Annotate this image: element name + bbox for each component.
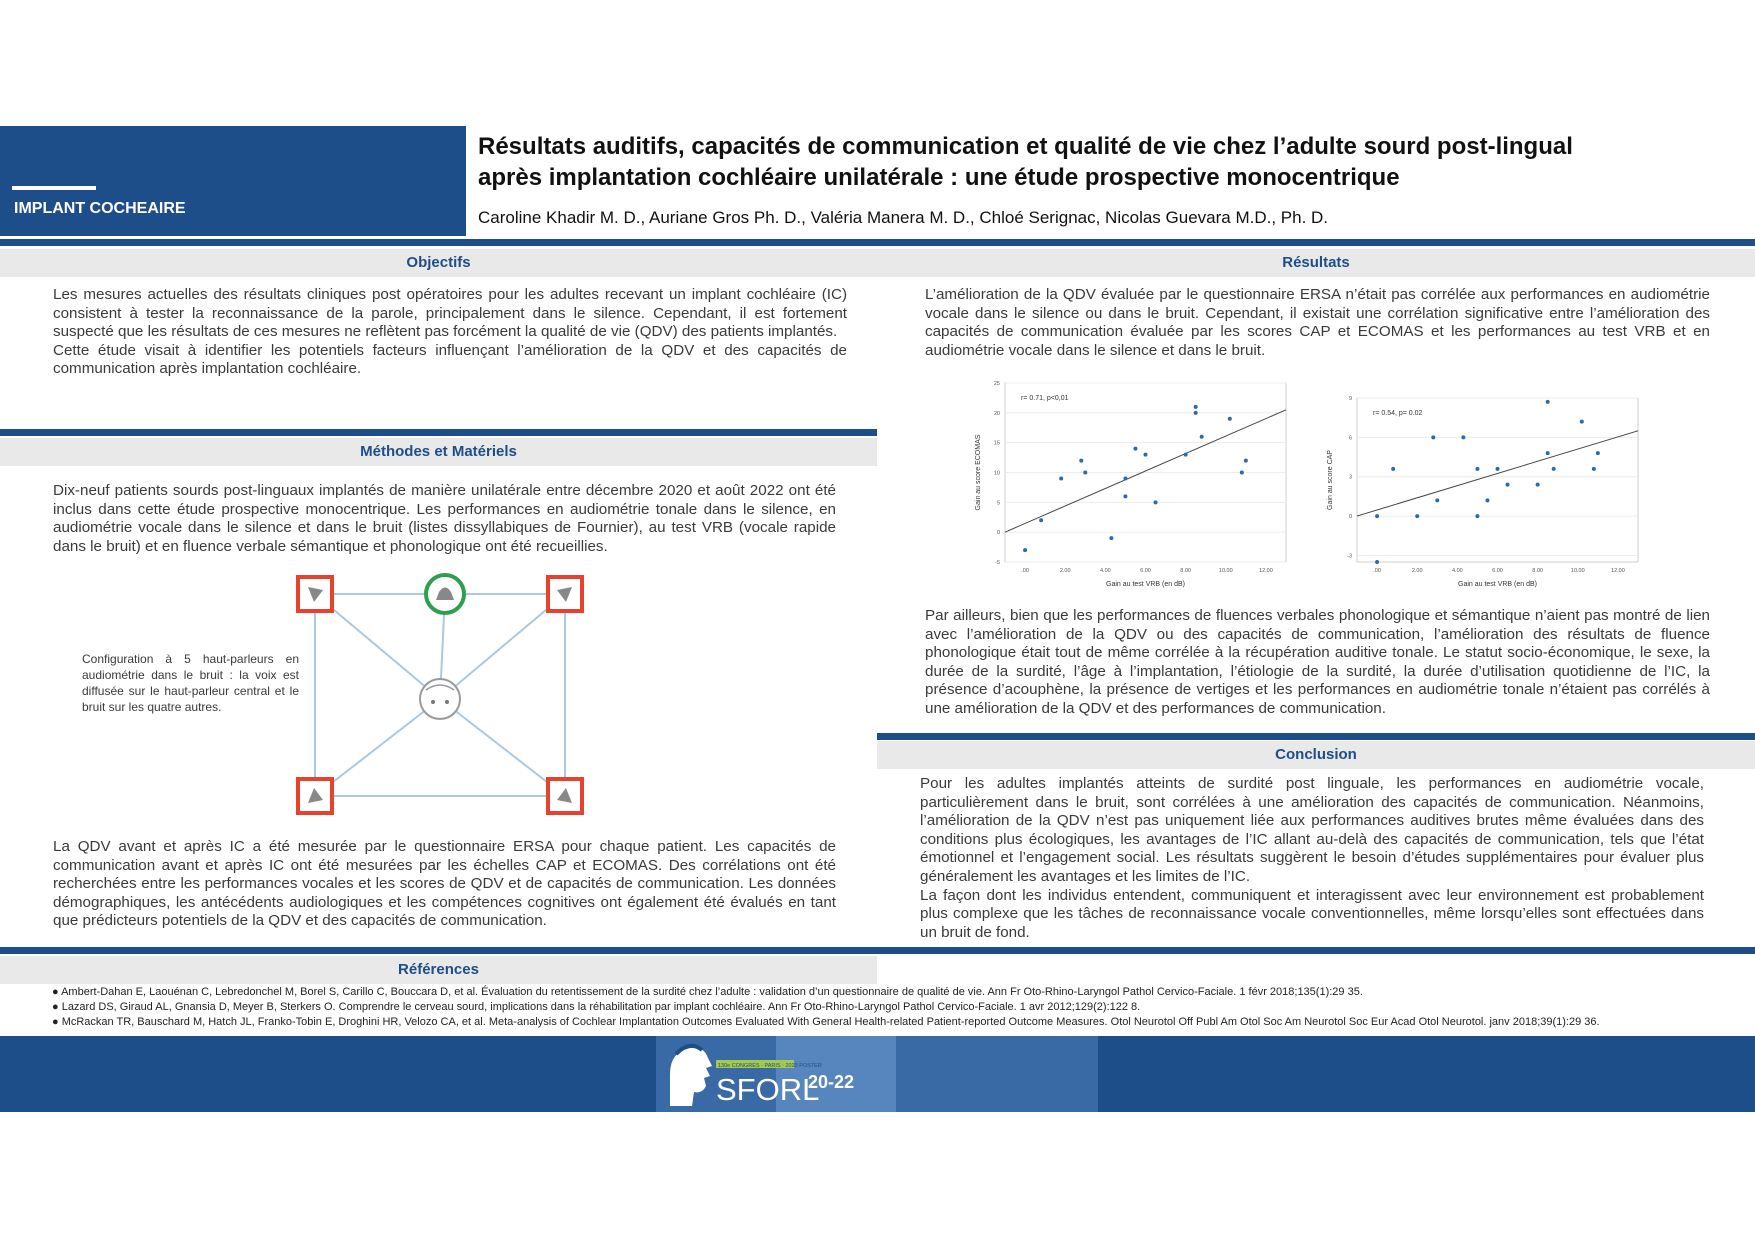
data-point bbox=[1154, 500, 1158, 504]
references-list bbox=[52, 985, 1732, 1030]
speaker-center-voice-icon bbox=[426, 575, 464, 613]
x-tick-label: 12.00 bbox=[1611, 568, 1625, 574]
data-point bbox=[1391, 467, 1395, 471]
data-point bbox=[1200, 435, 1204, 439]
data-point bbox=[1023, 548, 1027, 552]
data-point bbox=[1485, 498, 1489, 502]
y-tick-label: -3 bbox=[1347, 553, 1352, 560]
speaker-top-left-icon bbox=[298, 577, 332, 611]
sforl-logo-graphic bbox=[656, 1036, 1098, 1112]
title-line-1: Résultats auditifs, capacités de communication et qualité de vie chez l’adulte sourd post-lingual bbox=[478, 133, 1573, 160]
data-point bbox=[1580, 420, 1584, 424]
data-point bbox=[1375, 514, 1379, 518]
data-point bbox=[1184, 453, 1188, 457]
section-rule-methodes bbox=[0, 429, 877, 436]
conclusion-text bbox=[920, 775, 1704, 942]
data-point bbox=[1435, 498, 1439, 502]
data-point bbox=[1123, 476, 1127, 480]
data-point bbox=[1194, 411, 1198, 415]
correlation-annotation: r= 0.71, p<0,01 bbox=[1021, 395, 1069, 402]
y-tick-label: 9 bbox=[1348, 396, 1352, 402]
data-point bbox=[1475, 514, 1479, 518]
data-point bbox=[1083, 471, 1087, 475]
header-category-panel bbox=[0, 126, 466, 236]
y-tick-label: 0 bbox=[1348, 514, 1352, 521]
reference-item: ● Ambert-Dahan E, Laouénan C, Lebredonchel M, Borel S, Carillo C, Bouccara D, et al. Évaluation du retentissement de la surdité chez l’adulte : validation d’un questionnaire de qualité de vie. Ann Fr Oto-Rhino-Laryngol Pathol Cervico-Faciale. 1 févr 2018;135(1):29 35. bbox=[52, 986, 1363, 998]
data-point bbox=[1133, 447, 1137, 451]
section-heading-references: Références bbox=[0, 956, 877, 984]
header-rule bbox=[0, 239, 1755, 246]
y-tick-label: 25 bbox=[993, 381, 1000, 387]
conclusion-paragraph-1: Pour les adultes implantés atteints de surdité post linguale, les performances en audiométrie vocale, particulièrement dans le bruit, sont corrélées à une amélioration des capacités de communication. Néanmoins, l’amélioration de la QDV n’est pas uniquement liée aux performances auditives brutes même évaluées dans des conditions plus écologiques, les avantages de l’IC allant au-delà des capacités de communication, tels que l’état émotionnel et l’engagement social. Les résultats suggèrent le besoin d’études supplémentaires pour évaluer plus généralement les avantages et les limites de l’IC. bbox=[920, 775, 1704, 885]
objectifs-paragraph-2: Cette étude visait à identifier les potentiels facteurs influençant l’amélioration de la QDV et des capacités de communication après implantation cochléaire. bbox=[53, 341, 847, 378]
logo-dates: 20-22 bbox=[808, 1072, 855, 1092]
x-tick-label: 10.00 bbox=[1218, 568, 1233, 574]
figure-caption: Configuration à 5 haut-parleurs en audiométrie dans le bruit : la voix est diffusée sur le haut-parleur central et le bruit sur les quatre autres. bbox=[82, 652, 299, 714]
data-point bbox=[1375, 560, 1379, 564]
methodes-paragraph-1: Dix-neuf patients sourds post-linguaux implantés de manière unilatérale entre décembre 2020 et août 2022 ont été inclus dans cette étude prospective monocentrique. Les performances en audiométrie tonale dans le silence, en audiométrie vocale dans le silence et dans le bruit (listes dissyllabiques de Fournier), au test VRB (vocale rapide dans le bruit) et en fluence verbale sémantique et phonologique ont été recueillies. bbox=[53, 482, 836, 555]
methodes-paragraph-2: La QDV avant et après IC a été mesurée par le questionnaire ERSA pour chaque patient. Les capacités de communication avant et après IC ont été mesurées par les échelles CAP et ECOMAS. Des corrélations ont été recherchées entre les performances vocales et les scores de QDV et de capacités de communication. Les données démographiques, les antécédents audiologiques et les compétences cognitives ont également été évalués en tant que prédicteurs potentiels de la QDV et des capacités de communication. bbox=[53, 838, 836, 930]
plot-area bbox=[1357, 398, 1638, 562]
conclusion-paragraph-2: La façon dont les individus entendent, communiquent et interagissent avec leur environnement est probablement plus complexe que les tâches de reconnaissance vocale conventionnelles, même lorsqu’elles sont effectuées dans un bruit de fond. bbox=[920, 886, 1704, 941]
y-tick-label: 10 bbox=[993, 470, 1000, 477]
scatter-chart-ecomas bbox=[968, 375, 1298, 600]
reference-item: ● McRackan TR, Bauschard M, Hatch JL, Franko-Tobin E, Droghini HR, Velozo CA, et al. Meta-analysis of Cochlear Implantation Outcomes Evaluated With General Health-related Patient-reported Outcome Measures. Otol Neurotol Off Publ Am Otol Soc Am Neurotol Soc Eur Acad Otol Neurotol. janv 2018;39(1):29 36. bbox=[52, 1016, 1600, 1028]
x-tick-label: 4.00 bbox=[1099, 568, 1111, 574]
title-line-2: après implantation cochléaire unilatérale : une étude prospective monocentrique bbox=[478, 164, 1400, 191]
y-tick-label: 3 bbox=[1348, 474, 1352, 481]
data-point bbox=[1461, 435, 1465, 439]
poster-title bbox=[478, 131, 1738, 193]
data-point bbox=[1536, 483, 1540, 487]
y-tick-label: -5 bbox=[995, 560, 1000, 566]
resultats-paragraph-2: Par ailleurs, bien que les performances de fluences verbales phonologique et sémantique n’aient pas montré de lien avec l’amélioration de la QDV ou des capacités de communication, l’amélioration des résultats de fluence phonologique était tout de même corrélée à la récupération auditive tonale. Le statut socio-économique, le sexe, la durée de la surdité, l’âge à l’implantation, l’étiologie de la surdité, la durée d’utilisation quotidienne de l’IC, la présence d’acouphène, la présence de vertiges et les performances en audiométrie tonale n’étaient pas corrélés à une amélioration de la QDV et des performances de communication. bbox=[925, 607, 1710, 717]
x-tick-label: 8.00 bbox=[1532, 568, 1544, 574]
data-point bbox=[1240, 471, 1244, 475]
data-point bbox=[1059, 476, 1063, 480]
x-tick-label: .00 bbox=[1021, 568, 1029, 574]
scatter-chart-cap bbox=[1320, 390, 1650, 600]
header-category: IMPLANT COCHEAIRE bbox=[14, 200, 186, 217]
x-tick-label: 2.00 bbox=[1411, 568, 1423, 574]
x-tick-label: 8.00 bbox=[1180, 568, 1192, 574]
objectifs-text bbox=[53, 286, 847, 379]
data-point bbox=[1228, 417, 1232, 421]
section-rule-references bbox=[0, 947, 1755, 954]
data-point bbox=[1596, 451, 1600, 455]
data-point bbox=[1144, 453, 1148, 457]
data-point bbox=[1592, 467, 1596, 471]
sforl-logo bbox=[656, 1036, 1098, 1112]
speaker-top-right-icon bbox=[548, 577, 582, 611]
y-tick-label: 5 bbox=[996, 500, 1000, 507]
data-point bbox=[1079, 459, 1083, 463]
y-tick-label: 15 bbox=[993, 440, 1000, 447]
data-point bbox=[1431, 435, 1435, 439]
reference-item: ● Lazard DS, Giraud AL, Gnansia D, Meyer B, Sterkers O. Comprendre le cerveau sourd, implications dans la réhabilitation par implant cochléaire. Ann Fr Oto-Rhino-Laryngol Pathol Cervico-Faciale. 1 avr 2012;129(2):122 8. bbox=[52, 1001, 1141, 1013]
data-point bbox=[1194, 405, 1198, 409]
authors: Caroline Khadir M. D., Auriane Gros Ph. D., Valéria Manera M. D., Chloé Serignac, Nicolas Guevara M.D., Ph. D. bbox=[478, 208, 1329, 227]
data-point bbox=[1546, 400, 1550, 404]
data-point bbox=[1506, 483, 1510, 487]
x-tick-label: 6.00 bbox=[1140, 568, 1151, 574]
y-axis-label: Gain au score CAP bbox=[1327, 450, 1334, 510]
data-point bbox=[1039, 518, 1043, 522]
x-axis-label: Gain au test VRB (en dB) bbox=[1458, 581, 1537, 588]
x-tick-label: 4.00 bbox=[1451, 568, 1463, 574]
data-point bbox=[1244, 459, 1248, 463]
data-point bbox=[1109, 536, 1113, 540]
data-point bbox=[1475, 467, 1479, 471]
speaker-configuration-diagram bbox=[290, 568, 600, 823]
y-tick-label: 6 bbox=[1348, 435, 1352, 442]
x-tick-label: 2.00 bbox=[1059, 568, 1071, 574]
objectifs-paragraph-1: Les mesures actuelles des résultats cliniques post opératoires pour les adultes recevant un implant cochléaire (IC) consistent à tester la reconnaissance de la parole, principalement dans le silence. Cependant, il est fortement suspecté que les résultats de ces mesures ne reflètent pas forcément la qualité de vie (QDV) des patients implantés. bbox=[53, 286, 847, 341]
section-rule-conclusion bbox=[877, 733, 1755, 740]
x-tick-label: .00 bbox=[1373, 568, 1381, 574]
x-tick-label: 6.00 bbox=[1492, 568, 1503, 574]
section-heading-methodes: Méthodes et Matériels bbox=[0, 438, 877, 466]
listener-head-icon bbox=[420, 679, 460, 719]
resultats-paragraph-1: L’amélioration de la QDV évaluée par le questionnaire ERSA n’était pas corrélée aux performances en audiométrie vocale dans le silence ou dans le bruit. Cependant, il existait une corrélation significative entre l’amélioration des capacités de communication évaluée par les scores CAP et ECOMAS et les performances au test VRB et en audiométrie vocale dans le silence et dans le bruit. bbox=[925, 286, 1710, 359]
section-heading-resultats: Résultats bbox=[877, 249, 1755, 277]
data-point bbox=[1496, 467, 1500, 471]
section-heading-objectifs: Objectifs bbox=[0, 249, 877, 277]
data-point bbox=[1123, 494, 1127, 498]
y-axis-label: Gain au score ECOMAS bbox=[975, 434, 982, 511]
x-tick-label: 12.00 bbox=[1259, 568, 1273, 574]
speaker-bottom-left-icon bbox=[298, 779, 332, 813]
logo-tagline: 130e CONGRÈS · PARIS · 2023 POSTER bbox=[718, 1063, 822, 1069]
data-point bbox=[1546, 451, 1550, 455]
logo-text: SFORL bbox=[716, 1072, 820, 1107]
data-point bbox=[1415, 514, 1419, 518]
y-tick-label: 20 bbox=[993, 410, 1000, 417]
data-point bbox=[1552, 467, 1556, 471]
x-axis-label: Gain au test VRB (en dB) bbox=[1106, 581, 1185, 588]
y-tick-label: 0 bbox=[996, 530, 1000, 537]
speaker-bottom-right-icon bbox=[548, 779, 582, 813]
header-accent-line bbox=[12, 186, 96, 190]
correlation-annotation: r= 0.54, p= 0.02 bbox=[1373, 410, 1423, 417]
section-heading-conclusion: Conclusion bbox=[877, 741, 1755, 769]
x-tick-label: 10.00 bbox=[1570, 568, 1585, 574]
